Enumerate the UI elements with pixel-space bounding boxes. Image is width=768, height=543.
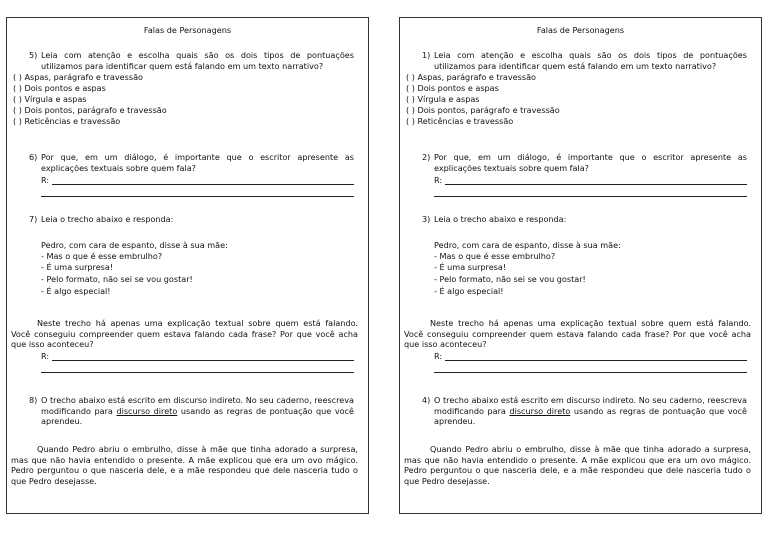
- paragraph-indirect-speech: Quando Pedro abriu o embrulho, disse à mãe que tinha adorado a surpresa, mas que não havia entendido o presente. A mãe explicou que era um ovo mágico. Pedro perguntou o que nasceria dele, e a mãe respondeu que dele nasceria tudo o que Pedro desejasse.: [11, 444, 358, 486]
- option-3[interactable]: ( ) Vírgula e aspas: [13, 94, 87, 104]
- option-2[interactable]: ( ) Dois pontos e aspas: [406, 83, 499, 93]
- paragraph-explanation: Neste trecho há apenas uma explicação textual sobre quem está falando. Você conseguiu compreender quem estava falando cada frase? Por que você acha que isso aconteceu?: [404, 318, 751, 350]
- worksheet-left: Falas de Personagens 5) Leia com atenção e escolha quais são os dois tipos de pontuações utilizamos para identificar quem está falando em um texto narrativo? ( ) Aspas, parágrafo e travessão ( ) Dois pontos e aspas ( ) Vírgula e aspas ( ) Dois pontos, parágrafo e travessão ( ) Reticências e travessão 6) Por que, em um diálogo, é importante que o escritor apresente as explicações textuais sobre quem fala? R: 7) Leia o trecho abaixo e responda: Pedro, com cara de espanto, disse à sua mãe: - Mas o que é esse embrulho? - É uma surpresa! - Pelo formato, não sei se vou gostar! - É algo especial! Neste trecho há apenas uma explicação textual sobre quem está falando. Você conseguiu compreender quem estava falando cada frase? Por que você acha que isso aconteceu? R: 8) O trecho abaixo está escrito em discurso indireto. No seu caderno, reescreva modificando para discurso direto usando as regras de pontuação que você aprendeu. Quando Pedro abriu o embrulho, disse à mãe que tinha adorado a surpresa, mas que não havia entendido o presente. A mãe explicou que era um ovo mágico. Pedro perguntou o que nasceria dele, e a mãe respondeu que dele nasceria tudo o que Pedro desejasse.: [6, 17, 369, 514]
- option-4[interactable]: ( ) Dois pontos, parágrafo e travessão: [13, 105, 167, 115]
- question-3: 3) Leia o trecho abaixo e responda:: [422, 214, 567, 224]
- dialogue-line: - Mas o que é esse embrulho?: [434, 251, 556, 261]
- paragraph-explanation: Neste trecho há apenas uma explicação textual sobre quem está falando. Você conseguiu compreender quem estava falando cada frase? Por que você acha que isso aconteceu?: [11, 318, 358, 350]
- question-2: 2) Por que, em um diálogo, é importante que o escritor apresente as explicações textuais sobre quem fala?: [422, 152, 747, 173]
- dialogue-line: - Pelo formato, não sei se vou gostar!: [41, 274, 193, 284]
- option-3[interactable]: ( ) Vírgula e aspas: [406, 94, 480, 104]
- option-5[interactable]: ( ) Reticências e travessão: [13, 116, 121, 126]
- question-5: 5) Leia com atenção e escolha quais são os dois tipos de pontuações utilizamos para identificar quem está falando em um texto narrativo?: [29, 50, 354, 71]
- dialogue-line: - É algo especial!: [434, 286, 504, 296]
- option-4[interactable]: ( ) Dois pontos, parágrafo e travessão: [406, 105, 560, 115]
- underlined-term: discurso direto: [116, 405, 178, 416]
- dialogue-line: - É uma surpresa!: [434, 262, 507, 272]
- dialogue-line: Pedro, com cara de espanto, disse à sua mãe:: [41, 240, 228, 250]
- worksheet-title: Falas de Personagens: [143, 25, 232, 35]
- option-2[interactable]: ( ) Dois pontos e aspas: [13, 83, 106, 93]
- dialogue-line: - Mas o que é esse embrulho?: [41, 251, 163, 261]
- dialogue-line: Pedro, com cara de espanto, disse à sua mãe:: [434, 240, 621, 250]
- question-1: 1) Leia com atenção e escolha quais são os dois tipos de pontuações utilizamos para identificar quem está falando em um texto narrativo?: [422, 50, 747, 71]
- dialogue-line: - É uma surpresa!: [41, 262, 114, 272]
- option-1[interactable]: ( ) Aspas, parágrafo e travessão: [406, 72, 536, 82]
- dialogue-line: - Pelo formato, não sei se vou gostar!: [434, 274, 586, 284]
- option-5[interactable]: ( ) Reticências e travessão: [406, 116, 514, 126]
- question-8: 8) O trecho abaixo está escrito em discurso indireto. No seu caderno, reescreva modificando para discurso direto usando as regras de pontuação que você aprendeu.: [29, 395, 354, 427]
- question-6: 6) Por que, em um diálogo, é importante que o escritor apresente as explicações textuais sobre quem fala?: [29, 152, 354, 173]
- worksheet-title: Falas de Personagens: [536, 25, 625, 35]
- dialogue-line: - É algo especial!: [41, 286, 111, 296]
- question-4: 4) O trecho abaixo está escrito em discurso indireto. No seu caderno, reescreva modificando para discurso direto usando as regras de pontuação que você aprendeu.: [422, 395, 747, 427]
- question-7: 7) Leia o trecho abaixo e responda:: [29, 214, 174, 224]
- underlined-term: discurso direto: [509, 405, 571, 416]
- worksheet-right: Falas de Personagens 1) Leia com atenção e escolha quais são os dois tipos de pontuações utilizamos para identificar quem está falando em um texto narrativo? ( ) Aspas, parágrafo e travessão ( ) Dois pontos e aspas ( ) Vírgula e aspas ( ) Dois pontos, parágrafo e travessão ( ) Reticências e travessão 2) Por que, em um diálogo, é importante que o escritor apresente as explicações textuais sobre quem fala? R: 3) Leia o trecho abaixo e responda: Pedro, com cara de espanto, disse à sua mãe: - Mas o que é esse embrulho? - É uma surpresa! - Pelo formato, não sei se vou gostar! - É algo especial! Neste trecho há apenas uma explicação textual sobre quem está falando. Você conseguiu compreender quem estava falando cada frase? Por que você acha que isso aconteceu? R: 4) O trecho abaixo está escrito em discurso indireto. No seu caderno, reescreva modificando para discurso direto usando as regras de pontuação que você aprendeu. Quando Pedro abriu o embrulho, disse à mãe que tinha adorado a surpresa, mas que não havia entendido o presente. A mãe explicou que era um ovo mágico. Pedro perguntou o que nasceria dele, e a mãe respondeu que dele nasceria tudo o que Pedro desejasse.: [399, 17, 762, 514]
- paragraph-indirect-speech: Quando Pedro abriu o embrulho, disse à mãe que tinha adorado a surpresa, mas que não havia entendido o presente. A mãe explicou que era um ovo mágico. Pedro perguntou o que nasceria dele, e a mãe respondeu que dele nasceria tudo o que Pedro desejasse.: [404, 444, 751, 486]
- option-1[interactable]: ( ) Aspas, parágrafo e travessão: [13, 72, 143, 82]
